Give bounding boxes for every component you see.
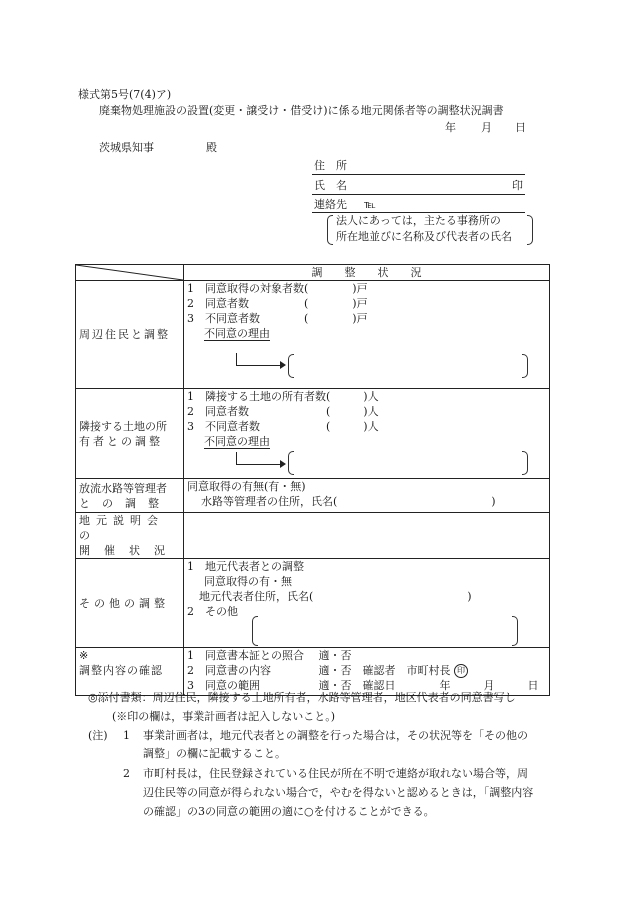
note-bracket-left <box>327 215 333 245</box>
notes-heading: (注) <box>88 729 108 742</box>
residents-line1: 1 同意取得の対象者数( )戸 <box>187 282 368 295</box>
attachments-note: ◎添付書類：周辺住民，隣接する土地所有者，水路等管理者，地区代表者の同意書写し <box>88 691 516 704</box>
residents-line3: 3 不同意者数 ( )戸 <box>187 312 368 325</box>
name-label: 氏 名 <box>314 179 347 192</box>
landowners-reason-bracket-right <box>522 451 528 475</box>
briefing-cell <box>184 513 550 559</box>
landowners-line2: 2 同意者数 ( )人 <box>187 405 379 418</box>
date-day-label: 日 <box>515 121 526 134</box>
waterway-line2: 水路等管理者の住所，氏名( ) <box>201 495 496 508</box>
address-label: 住 所 <box>314 159 347 172</box>
residents-arrow-head-icon <box>280 361 286 369</box>
landowners-line3: 3 不同意者数 ( )人 <box>187 420 379 433</box>
other-line1: 1 地元代表者との調整 <box>187 560 304 573</box>
diagonal-line <box>76 265 183 280</box>
form-number: 様式第5号(7(4)ア) <box>78 88 172 101</box>
residents-reason-label: 不同意の理由 <box>204 327 270 340</box>
residents-cell <box>184 281 550 389</box>
other-label: その他の調整 <box>76 559 184 648</box>
mayor-seal-icon: 印 <box>454 664 468 678</box>
note-bracket-right <box>527 215 533 245</box>
other-line2: 同意取得の有・無 <box>204 575 292 588</box>
date-year-label: 年 <box>445 121 456 134</box>
residents-arrow-line <box>236 353 237 365</box>
confirm-line3: 3 同意の範囲 適・否 確認日 年 月 日 <box>187 679 539 692</box>
addressee: 茨城県知事 <box>99 141 154 154</box>
landowners-label: 隣接する土地の所 有者との調整 <box>76 389 184 479</box>
waterway-label: 放流水路等管理者 との調整 <box>76 479 184 513</box>
other-cell <box>184 559 550 648</box>
confirm-line1: 1 同意書本証との照合 適・否 <box>187 649 352 662</box>
honorific: 殿 <box>206 141 217 154</box>
landowners-reason-bracket-left <box>288 451 294 475</box>
landowners-arrow-shaft <box>236 464 280 465</box>
address-line <box>312 174 525 175</box>
other-line4: 2 その他 <box>187 605 238 618</box>
briefing-label: 地元説明会の 開催状況 <box>76 513 184 559</box>
note1-line1: 事業計画者は，地元代表者との調整を行った場合は，その状況等を「その他の <box>143 729 528 742</box>
waterway-cell <box>184 479 550 513</box>
telephone-icon: ℡ <box>364 198 376 211</box>
residents-label: 周辺住民と調整 <box>76 281 184 389</box>
confirm-line2: 2 同意書の内容 適・否 確認者 市町村長 印 <box>187 663 546 678</box>
landowners-arrow-line <box>236 452 237 464</box>
landowners-line1: 1 隣接する土地の所有者数( )人 <box>187 390 379 403</box>
landowners-reason-label: 不同意の理由 <box>204 435 270 448</box>
confirm-cell <box>184 648 550 696</box>
note2-number: 2 <box>123 767 130 780</box>
date-month-label: 月 <box>481 121 492 134</box>
corporate-note-line1: 法人にあっては，主たる事務所の <box>336 214 501 227</box>
other-bracket-right <box>512 616 518 646</box>
corporate-note-line2: 所在地並びに名称及び代表者の氏名 <box>336 230 512 243</box>
other-bracket-left <box>252 616 258 646</box>
contact-line <box>312 212 525 213</box>
note1-line2: 調整」の欄に記載すること。 <box>143 747 286 760</box>
seal-mark: 印 <box>512 179 523 192</box>
residents-arrow-shaft <box>236 365 280 366</box>
landowners-cell <box>184 389 550 479</box>
residents-line2: 2 同意者数 ( )戸 <box>187 297 368 310</box>
note2-line1: 市町村長は，住民登録されている住民が所在不明で連絡が取れない場合等，周 <box>143 767 528 780</box>
document-title: 廃棄物処理施設の設置(変更・譲受け・借受け)に係る地元関係者等の調整状況調書 <box>99 104 504 117</box>
header-status: 調 整 状 況 <box>184 265 550 281</box>
contact-label: 連絡先 <box>314 198 347 211</box>
confirm-label: ※ 調整内容の確認 <box>76 648 184 696</box>
header-diagonal-cell <box>76 265 184 281</box>
landowners-arrow-head-icon <box>280 460 286 468</box>
residents-reason-bracket-right <box>522 354 528 378</box>
residents-reason-bracket-left <box>288 354 294 378</box>
waterway-line1: 同意取得の有無(有・無) <box>187 480 306 493</box>
other-line3: 地元代表者住所，氏名( ) <box>199 590 472 603</box>
note2-line2: 辺住民等の同意が得られない場合で，やむを得ないと認めるときは，「調整内容 <box>143 786 534 799</box>
name-line <box>312 194 525 195</box>
attachments-remark: (※印の欄は，事業計画者は記入しないこと。) <box>112 710 336 723</box>
note2-line3: の確認」の3の同意の範囲の適に○を付けることができる。 <box>143 805 435 818</box>
coordination-status-table <box>75 264 550 696</box>
note1-number: 1 <box>123 729 130 742</box>
